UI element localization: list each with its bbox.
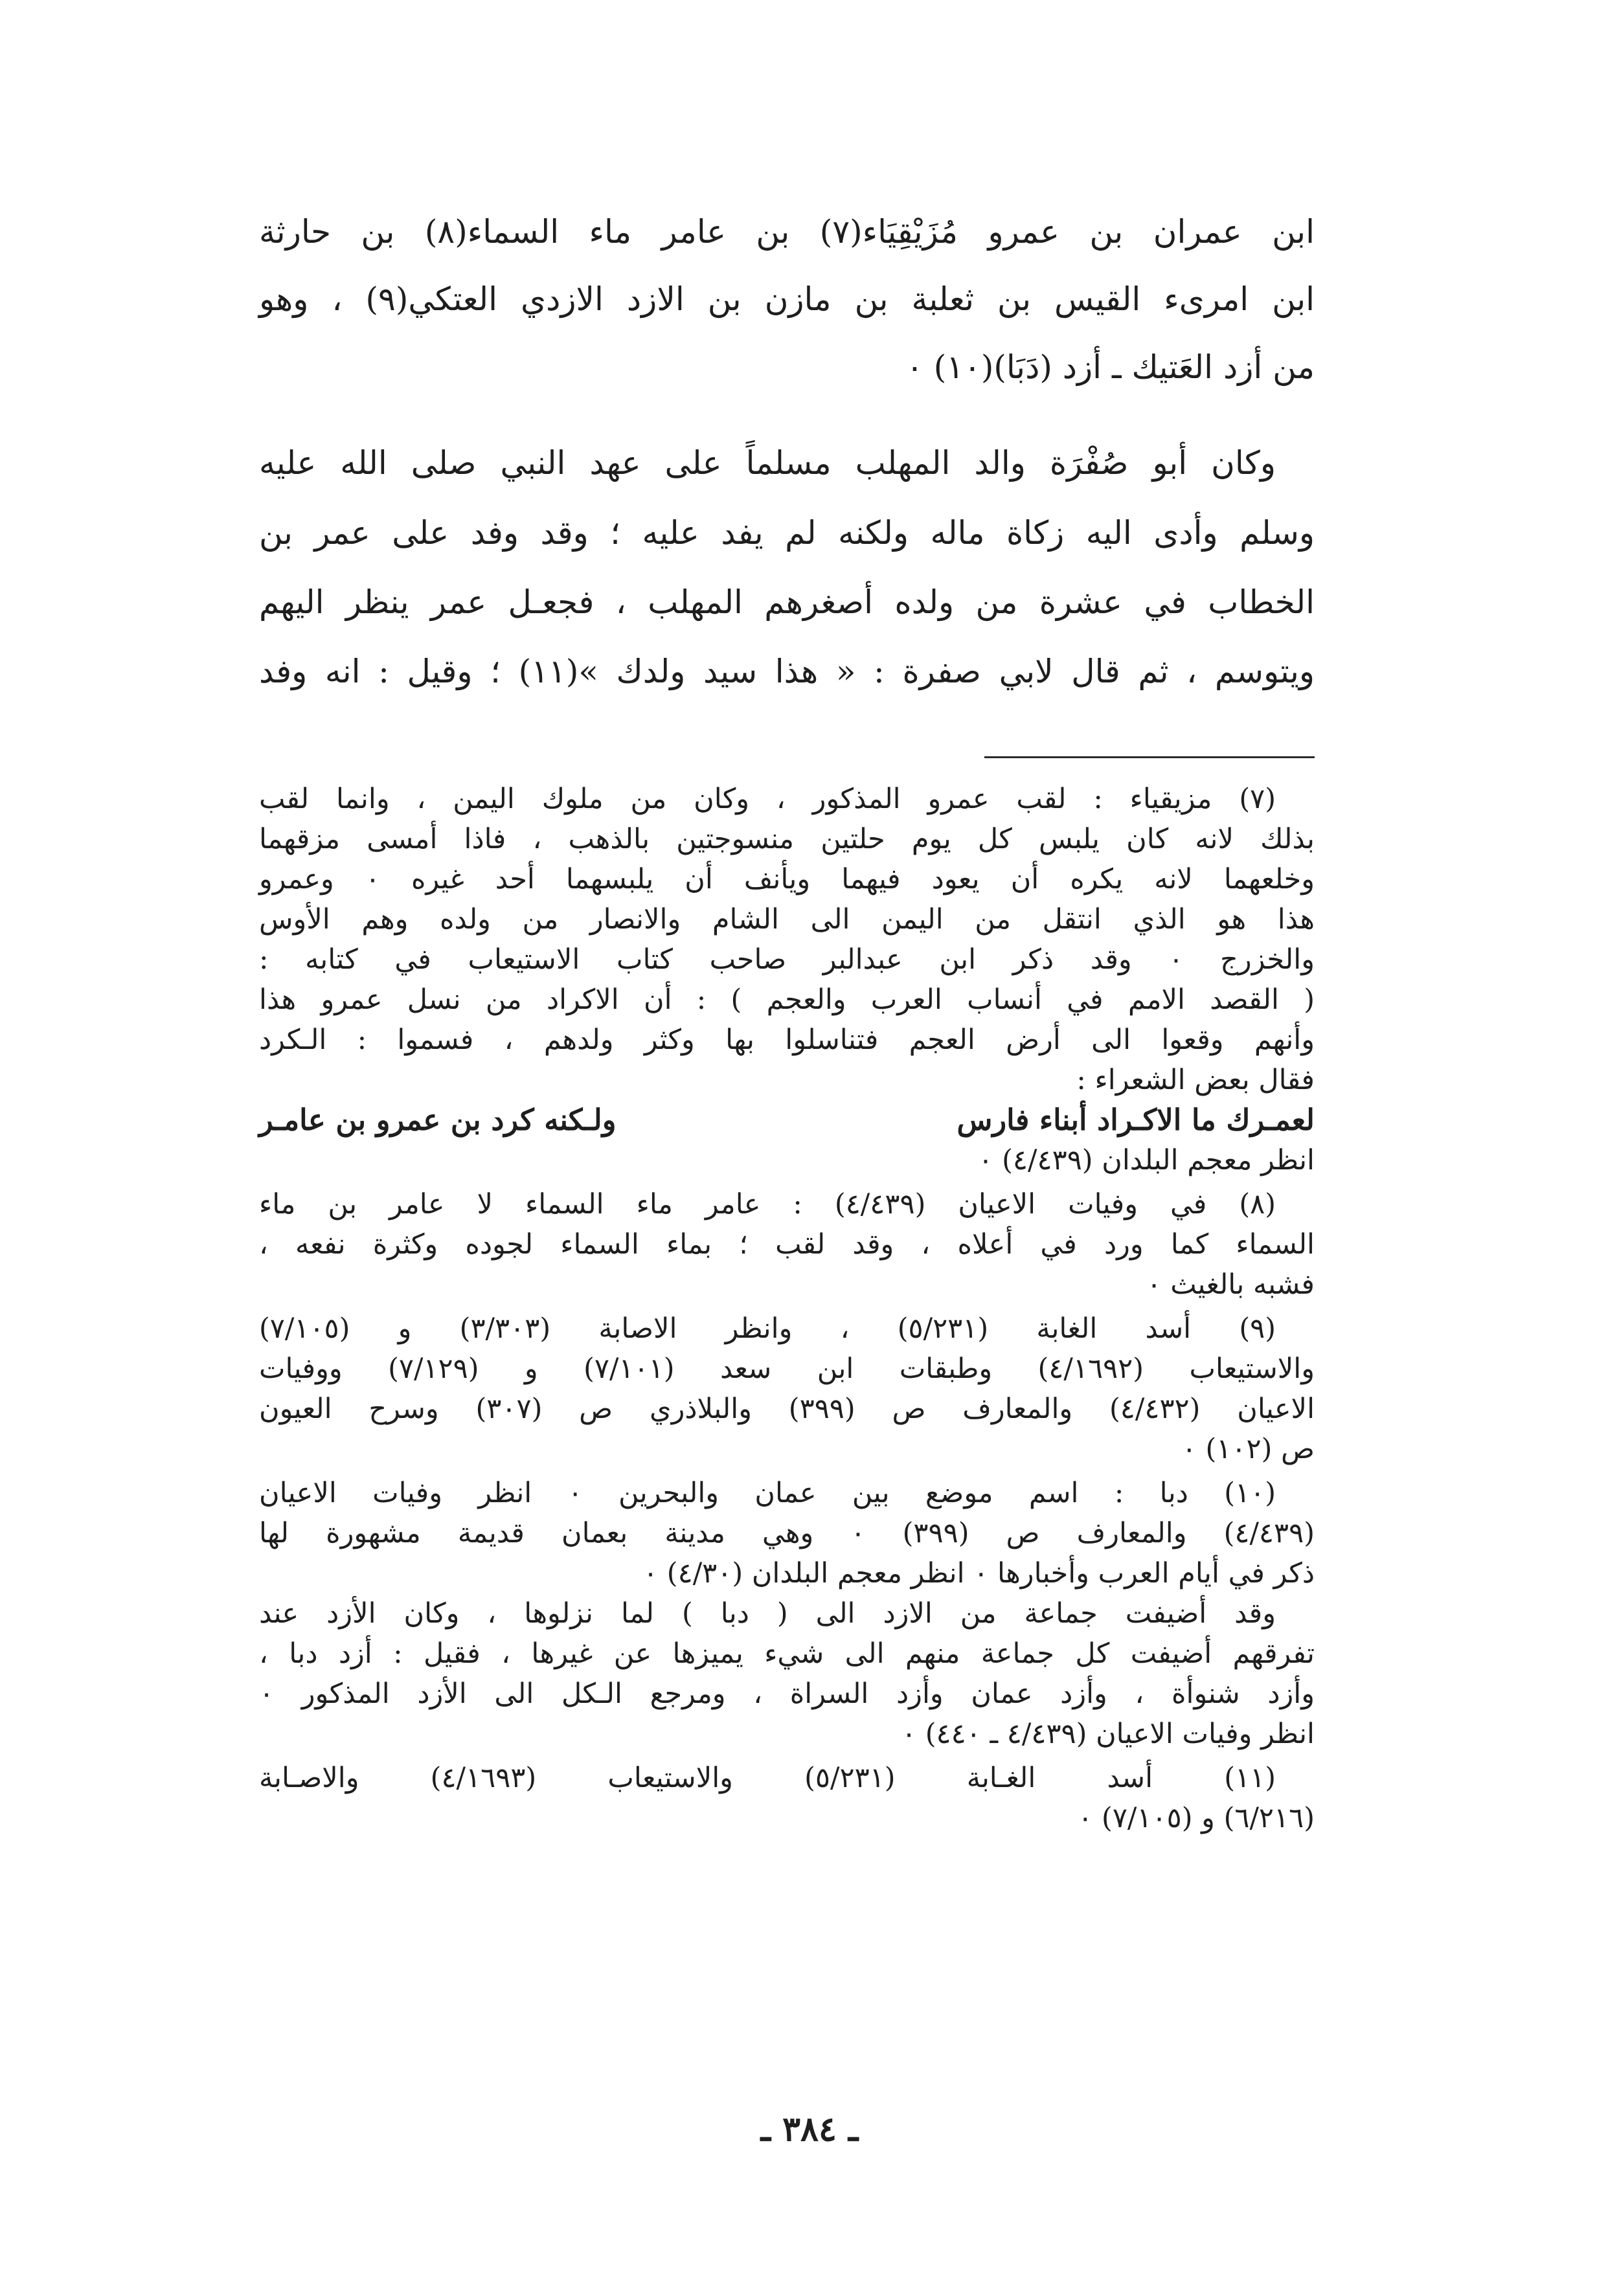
footnote-line: (١٠) دبا : اسم موضع بين عمان والبحرين ٠ انظر وفيات الاعيان [259, 1477, 1276, 1509]
footnote-line: وأزد شنوأة ، وأزد عمان وأزد السراة ، ومرجع الـكل الى الأزد المذكور ٠ [259, 1678, 1315, 1710]
footnote-line: (٧) مزيقياء : لقب عمرو المذكور ، وكان من ملوك اليمن ، وانما لقب [259, 783, 1276, 815]
main-line-7: ويتوسم ، ثم قال لابي صفرة : « هذا سيد ولدك »(١١) ؛ وقيل : انه وفد [259, 653, 1315, 690]
footnote-line: السماء كما ورد في أعلاه ، وقد لقب ؛ بماء السماء لجوده وكثرة نفعه ، [259, 1228, 1315, 1261]
footnote-line: هذا هو الذي انتقل من اليمن الى الشام والانصار من ولده وهم الأوس [259, 903, 1315, 936]
footnote-line: انظر وفيات الاعيان (٤/٤٣٩ ـ ٤٤٠) ٠ [901, 1718, 1315, 1750]
footnote-line: وقد أضيفت جماعة من الازد الى ( دبا ) لما نزلوها ، وكان الأزد عند [259, 1597, 1276, 1630]
footnote-line: والاستيعاب (٤/١٦٩٢) وطبقات ابن سعد (٧/١٠١) و (٧/١٢٩) ووفيات [259, 1353, 1315, 1385]
main-line-6: الخطاب في عشرة من ولده أصغرهم المهلب ، فجعـل عمر ينظر اليهم [259, 583, 1315, 621]
footnote-line: (٦/٢١٦) و (٧/١٠٥) ٠ [1078, 1802, 1315, 1834]
footnote-line: ص (١٠٢) ٠ [1181, 1433, 1315, 1465]
footnote-separator [984, 756, 1315, 758]
verse-first-hemistich: لعمـرك ما الاكـراد أبناء فارس [957, 1103, 1315, 1137]
footnote-line: فشبه بالغيث ٠ [1146, 1268, 1315, 1301]
footnote-line: (٤/٤٣٩) والمعارف ص (٣٩٩) ٠ وهي مدينة بعمان قديمة مشهورة لها [259, 1517, 1315, 1549]
footnote-line: وأنهم وقعوا الى أرض العجم فتناسلوا بها وكثر ولدهم ، فسموا : الـكرد [259, 1024, 1315, 1056]
footnote-line: ( القصد الامم في أنساب العرب والعجم ) : أن الاكراد من نسل عمرو هذا [259, 984, 1315, 1016]
footnote-line: بذلك لانه كان يلبس كل يوم حلتين منسوجتين بالذهب ، فاذا أمسى مزقهما [259, 823, 1315, 855]
main-line-2: ابن امرىء القيس بن ثعلبة بن مازن بن الازد الازدي العتكي(٩) ، وهو [259, 280, 1315, 318]
page-number: ـ ٣٨٤ ـ [760, 2110, 859, 2149]
footnote-line: (٨) في وفيات الاعيان (٤/٤٣٩) : عامر ماء السماء لا عامر بن ماء [259, 1188, 1276, 1221]
footnote-line: فقال بعض الشعراء : [1076, 1064, 1315, 1096]
footnote-line: (١١) أسد الغـابة (٥/٢٣١) والاستيعاب (٤/١٦٩٣) والاصـابة [259, 1762, 1276, 1794]
footnote-line: ذكر في أيام العرب وأخبارها ٠ انظر معجم البلدان (٤/٣٠) ٠ [643, 1557, 1315, 1590]
footnote-line: تفرقهم أضيفت كل جماعة منهم الى شيء يميزها عن غيرها ، فقيل : أزد دبا ، [259, 1638, 1315, 1670]
main-line-4: وكان أبو صُفْرَة والد المهلب مسلماً على عهد النبي صلى الله عليه [259, 444, 1276, 482]
main-line-3: من أزد العَتيك ـ أزد (دَبَا)(١٠) ٠ [905, 348, 1315, 386]
main-line-1: ابن عمران بن عمرو مُزَيْقِيَاء(٧) بن عامر ماء السماء(٨) بن حارثة [259, 213, 1315, 251]
footnote-line: انظر معجم البلدان (٤/٤٣٩) ٠ [978, 1144, 1315, 1176]
footnote-line: الاعيان (٤/٤٣٢) والمعارف ص (٣٩٩) والبلاذري ص (٣٠٧) وسرح العيون [259, 1393, 1315, 1425]
footnote-line: (٩) أسد الغابة (٥/٢٣١) ، وانظر الاصابة (٣/٣٠٣) و (٧/١٠٥) [259, 1312, 1276, 1345]
footnote-line: والخزرج ٠ وقد ذكر ابن عبدالبر صاحب كتاب الاستيعاب في كتابه : [259, 943, 1315, 976]
verse-second-hemistich: ولـكنه كرد بن عمرو بن عامـر [259, 1103, 617, 1137]
main-line-5: وسلم وأدى اليه زكاة ماله ولكنه لم يفد عليه ؛ وقد وفد على عمر بن [259, 514, 1315, 552]
footnote-line: وخلعهما لانه يكره أن يعود فيهما ويأنف أن يلبسهما أحد غيره ٠ وعمرو [259, 863, 1315, 895]
